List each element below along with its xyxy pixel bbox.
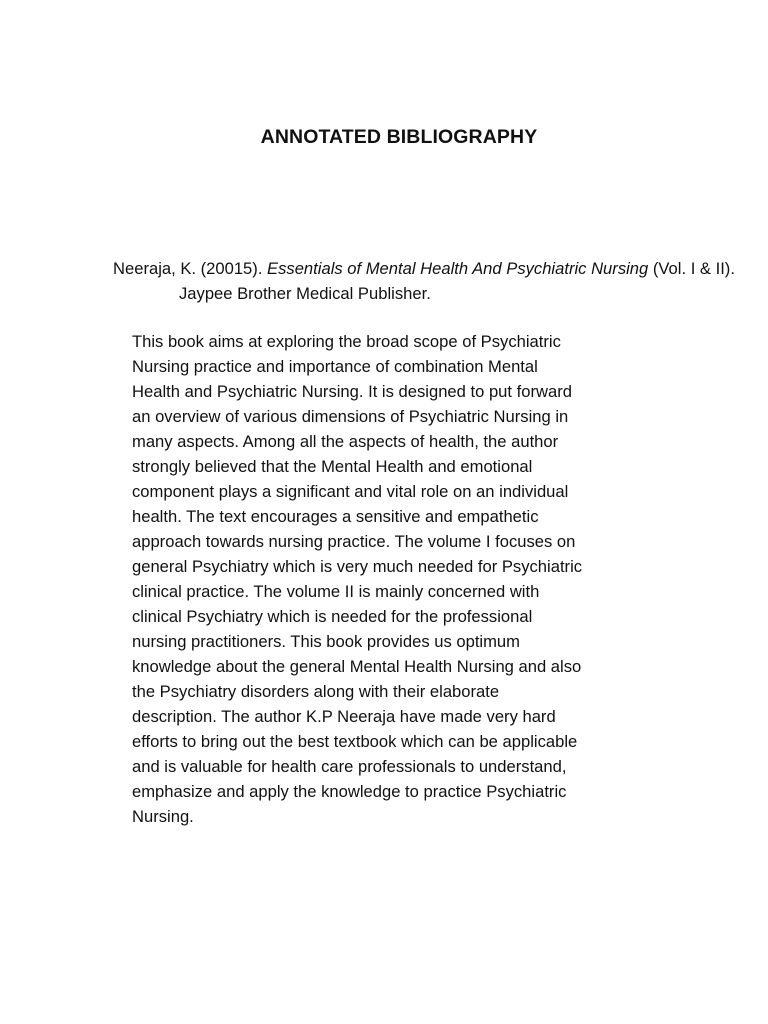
annotation-line: many aspects. Among all the aspects of health, the author xyxy=(132,432,559,451)
annotation-line: component plays a significant and vital role on an individual xyxy=(132,482,569,501)
annotation-line: emphasize and apply the knowledge to practice Psychiatric xyxy=(132,782,567,801)
annotation-line: and is valuable for health care professionals to understand, xyxy=(132,757,567,776)
annotation-line: health. The text encourages a sensitive and empathetic xyxy=(132,507,539,526)
annotation-line: This book aims at exploring the broad scope of Psychiatric xyxy=(132,332,561,351)
annotation-line: description. The author K.P Neeraja have made very hard xyxy=(132,707,556,726)
annotation-line: Health and Psychiatric Nursing. It is designed to put forward xyxy=(132,382,572,401)
citation xyxy=(113,256,739,306)
annotation-paragraph xyxy=(132,329,642,829)
annotation-line: Nursing practice and importance of combination Mental xyxy=(132,357,538,376)
annotation-line: approach towards nursing practice. The volume I focuses on xyxy=(132,532,576,551)
citation-publication-details: (Vol. I & II). Jaypee Brother Medical Publisher. xyxy=(179,259,735,303)
annotation-line: strongly believed that the Mental Health and emotional xyxy=(132,457,533,476)
annotation-line: the Psychiatry disorders along with their elaborate xyxy=(132,682,500,701)
annotation-line: clinical Psychiatry which is needed for the professional xyxy=(132,607,533,626)
annotation-line: an overview of various dimensions of Psychiatric Nursing in xyxy=(132,407,569,426)
annotation-line: nursing practitioners. This book provides us optimum xyxy=(132,632,520,651)
citation-book-title: Essentials of Mental Health And Psychiatric Nursing xyxy=(267,259,649,278)
page-title: ANNOTATED BIBLIOGRAPHY xyxy=(260,126,538,148)
citation-author-year: Neeraja, K. (20015). xyxy=(113,259,268,278)
annotation-line: clinical practice. The volume II is mainly concerned with xyxy=(132,582,540,601)
annotation-line: general Psychiatry which is very much needed for Psychiatric xyxy=(132,557,583,576)
annotation-line: knowledge about the general Mental Health Nursing and also xyxy=(132,657,582,676)
annotation-line: efforts to bring out the best textbook which can be applicable xyxy=(132,732,578,751)
annotation-line: Nursing. xyxy=(132,807,194,826)
